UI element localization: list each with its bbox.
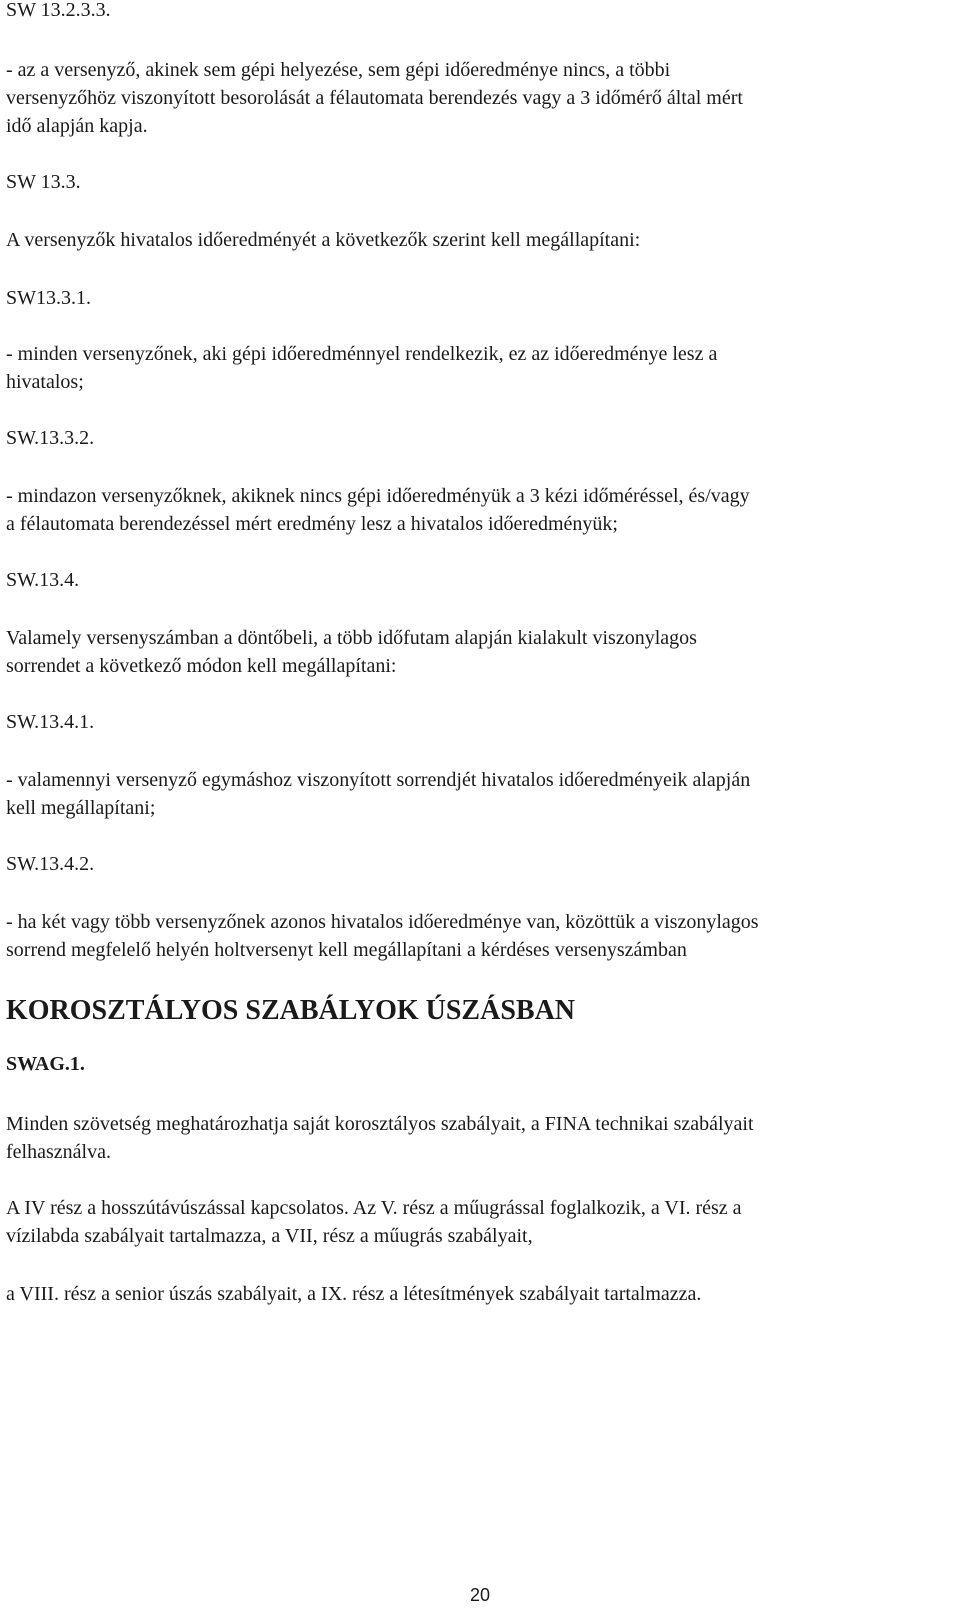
text-line: - ha két vagy több versenyzőnek azonos hivatalos időeredménye van, közöttük a viszonylagos xyxy=(6,911,759,933)
section-number: SW.13.3.2. xyxy=(6,427,95,449)
text-line: - minden versenyzőnek, aki gépi időeredménnyel rendelkezik, ez az időeredménye lesz a xyxy=(6,343,718,365)
paragraph xyxy=(6,908,950,964)
text-line: hivatalos; xyxy=(6,371,84,393)
text-line: a félautomata berendezéssel mért eredmény lesz a hivatalos időeredményük; xyxy=(6,513,618,535)
paragraph xyxy=(6,226,950,254)
text-line: A IV rész a hosszútávúszással kapcsolatos. Az V. rész a műugrással foglalkozik, a VI. rész a xyxy=(6,1197,742,1219)
paragraph xyxy=(6,482,950,538)
paragraph xyxy=(6,56,950,140)
text-line: A versenyzők hivatalos időeredményét a következők szerint kell megállapítani: xyxy=(6,229,641,251)
text-line: sorrend megfelelő helyén holtversenyt kell megállapítani a kérdéses versenyszámban xyxy=(6,939,687,961)
text-line: - valamennyi versenyző egymáshoz viszonyított sorrendjét hivatalos időeredményeik alapján xyxy=(6,769,751,791)
section-heading: KOROSZTÁLYOS SZABÁLYOK ÚSZÁSBAN xyxy=(6,995,576,1026)
section-number: SW13.3.1. xyxy=(6,287,91,309)
section-number: SW 13.3. xyxy=(6,171,81,193)
page-number: 20 xyxy=(469,1585,491,1605)
paragraph xyxy=(6,1194,950,1250)
paragraph xyxy=(6,1280,950,1308)
text-line: kell megállapítani; xyxy=(6,797,156,819)
section-number: SW.13.4.1. xyxy=(6,711,95,733)
paragraph xyxy=(6,340,950,396)
section-number: SW 13.2.3.3. xyxy=(6,0,111,21)
text-line: vízilabda szabályait tartalmazza, a VII, rész a műugrás szabályait, xyxy=(6,1225,533,1247)
section-number: SW.13.4. xyxy=(6,569,80,591)
text-line: Minden szövetség meghatározhatja saját korosztályos szabályait, a FINA technikai szabályait xyxy=(6,1113,754,1135)
text-line: a VIII. rész a senior úszás szabályait, a IX. rész a létesítmények szabályait tartalmazza. xyxy=(6,1283,702,1305)
section-number: SW.13.4.2. xyxy=(6,853,95,875)
section-subheading: SWAG.1. xyxy=(6,1053,85,1075)
text-line: - mindazon versenyzőknek, akiknek nincs gépi időeredményük a 3 kézi időméréssel, és/vagy xyxy=(6,485,750,507)
paragraph xyxy=(6,624,950,680)
paragraph xyxy=(6,1110,950,1166)
text-line: - az a versenyző, akinek sem gépi helyezése, sem gépi időeredménye nincs, a többi xyxy=(6,59,671,81)
text-line: idő alapján kapja. xyxy=(6,115,148,137)
text-line: versenyzőhöz viszonyított besorolását a félautomata berendezés vagy a 3 időmérő által mért xyxy=(6,87,743,109)
paragraph xyxy=(6,766,950,822)
text-line: felhasználva. xyxy=(6,1141,111,1163)
text-line: sorrendet a következő módon kell megállapítani: xyxy=(6,655,397,677)
text-line: Valamely versenyszámban a döntőbeli, a több időfutam alapján kialakult viszonylagos xyxy=(6,627,697,649)
